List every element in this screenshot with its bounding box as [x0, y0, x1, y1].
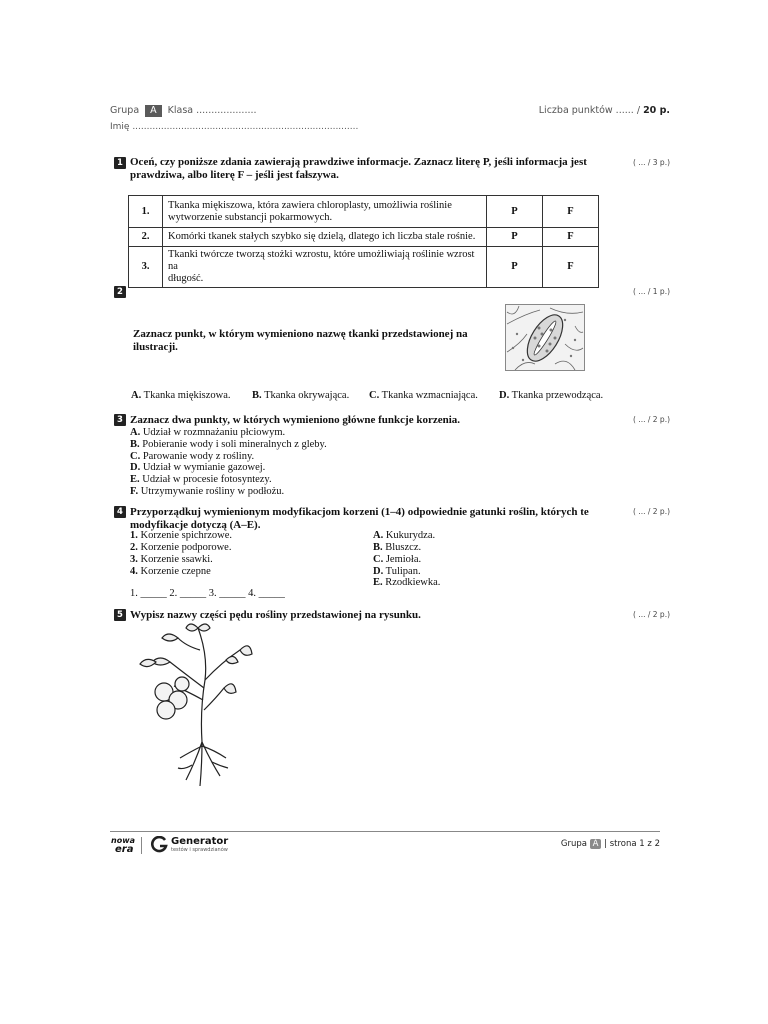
option-p[interactable]: P [487, 196, 543, 228]
generator-logo: Generator testów i sprawdzianów [171, 836, 229, 853]
statement-cell: Komórki tkanek stałych szybko się dzielą, dlatego ich liczba stale rośnie. [163, 228, 487, 247]
footer-page-info: Grupa A | strona 1 z 2 [560, 839, 660, 849]
q2-option-c[interactable]: C. Tkanka wzmacniająca. [369, 390, 478, 401]
table-row: 1. Tkanka miękiszowa, która zawiera chloroplasty, umożliwia roślinie wytworzenie substancji pokarmowych. P F [129, 196, 599, 228]
question-2-text: Zaznacz punkt, w którym wymieniono nazwę tkanki przedstawionej na ilustracji. [133, 328, 468, 353]
option-p[interactable]: P [487, 247, 543, 288]
question-4-points: ( ... / 2 p.) [633, 507, 670, 516]
question-1-points: ( ... / 3 p.) [633, 158, 670, 167]
q3-option-e[interactable]: E. Udział w procesie fotosyntezy. [130, 474, 272, 485]
logo-divider [141, 837, 142, 854]
question-number-4: 4 [114, 506, 126, 518]
points-total: Liczba punktów ...... / 20 p. [538, 105, 670, 116]
group-badge: A [145, 105, 162, 117]
q4-left-item-4: 4. Korzenie czepne [130, 566, 211, 577]
q3-option-d[interactable]: D. Udział w wymianie gazowej. [130, 462, 266, 473]
option-f[interactable]: F [543, 228, 599, 247]
plant-drawing [130, 620, 255, 788]
statement-cell: Tkanka miękiszowa, która zawiera chloroplasty, umożliwia roślinie wytworzenie substancji pokarmowych. [163, 196, 487, 228]
table-row: 2. Komórki tkanek stałych szybko się dzielą, dlatego ich liczba stale rośnie. P F [129, 228, 599, 247]
question-3-points: ( ... / 2 p.) [633, 415, 670, 424]
question-1-text: Oceń, czy poniższe zdania zawierają prawdziwe informacje. Zaznacz literę P, jeśli informacja jest prawdziwa, albo literę F – jeśli jest fałszywa. [130, 156, 587, 181]
question-4-text: Przyporządkuj wymienionym modyfikacjom korzeni (1–4) odpowiednie gatunki roślin, których te modyfikacje dotyczą (A–E). [130, 506, 589, 531]
nowa-era-logo: nowa era [111, 836, 135, 855]
option-f[interactable]: F [543, 247, 599, 288]
header-group-line [110, 105, 257, 117]
q4-left-item-3: 3. Korzenie ssawki. [130, 554, 213, 565]
name-field: Imię ............................................................................... [110, 122, 359, 132]
question-3-text: Zaznacz dwa punkty, w których wymieniono główne funkcje korzenia. [130, 414, 461, 426]
q4-right-item-a: A. Kukurydza. [373, 530, 436, 541]
statement-cell: Tkanki twórcze tworzą stożki wzrostu, które umożliwiają roślinie wzrost na długość. [163, 247, 487, 288]
question-5-text: Wypisz nazwy części pędu rośliny przedstawionej na rysunku. [130, 609, 421, 621]
table-row: 3. Tkanki twórcze tworzą stożki wzrostu, które umożliwiają roślinie wzrost na długość. P F [129, 247, 599, 288]
q4-right-item-e: E. Rzodkiewka. [373, 577, 441, 588]
class-field: Klasa .................... [167, 105, 257, 116]
q2-option-a[interactable]: A. Tkanka miękiszowa. [131, 390, 231, 401]
question-2-points: ( ... / 1 p.) [633, 287, 670, 296]
generator-logo-icon [150, 836, 168, 854]
q2-option-b[interactable]: B. Tkanka okrywająca. [252, 390, 350, 401]
q3-option-a[interactable]: A. Udział w rozmnażaniu płciowym. [130, 427, 286, 438]
question-number-3: 3 [114, 414, 126, 426]
q3-option-b[interactable]: B. Pobieranie wody i soli mineralnych z gleby. [130, 439, 327, 450]
question-number-2: 2 [114, 286, 126, 298]
option-p[interactable]: P [487, 228, 543, 247]
footer-divider [110, 831, 660, 832]
q3-option-c[interactable]: C. Parowanie wody z rośliny. [130, 451, 255, 462]
q4-right-item-d: D. Tulipan. [373, 566, 421, 577]
question-number-5: 5 [114, 609, 126, 621]
q2-option-d[interactable]: D. Tkanka przewodząca. [499, 390, 604, 401]
question-5-points: ( ... / 2 p.) [633, 610, 670, 619]
q4-left-item-1: 1. Korzenie spichrzowe. [130, 530, 233, 541]
q4-left-item-2: 2. Korzenie podporowe. [130, 542, 232, 553]
q4-right-item-c: C. Jemioła. [373, 554, 422, 565]
group-label: Grupa [110, 105, 140, 116]
question-number-1: 1 [114, 157, 126, 169]
true-false-table [128, 195, 599, 288]
q3-option-f[interactable]: F. Utrzymywanie rośliny w podłożu. [130, 486, 285, 497]
q4-answer-blanks[interactable]: 1. _____ 2. _____ 3. _____ 4. _____ [130, 588, 285, 599]
option-f[interactable]: F [543, 196, 599, 228]
stoma-tissue-illustration [505, 304, 585, 371]
q4-right-item-b: B. Bluszcz. [373, 542, 422, 553]
footer-group-badge: A [590, 839, 602, 849]
